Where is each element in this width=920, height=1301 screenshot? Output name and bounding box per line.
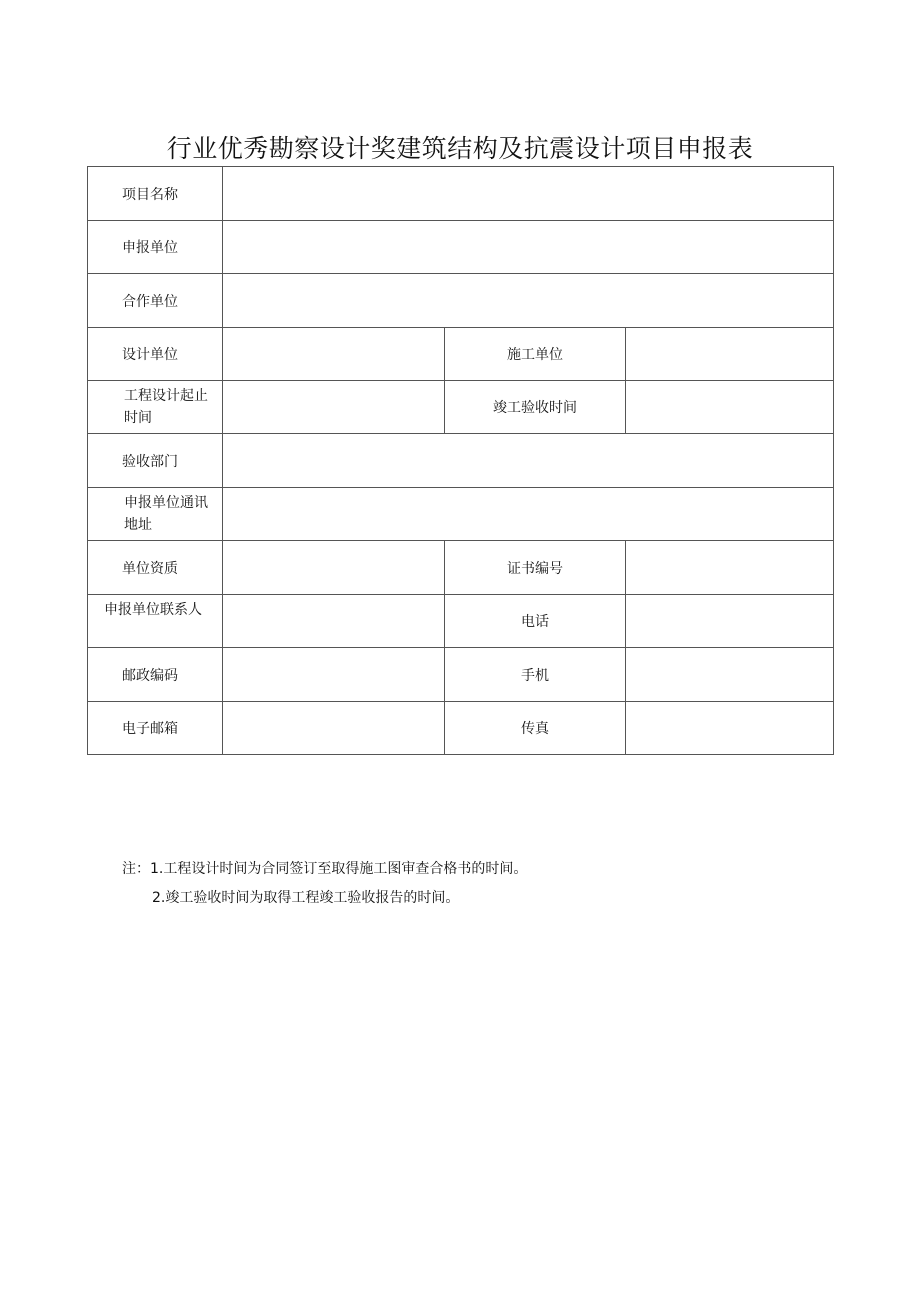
acceptance-dept-field[interactable] xyxy=(223,434,834,488)
row-design-unit xyxy=(88,328,834,381)
fax-field[interactable] xyxy=(626,702,834,755)
row-acceptance-dept xyxy=(88,434,834,488)
partner-unit-label: 合作单位 xyxy=(88,274,223,328)
row-design-period xyxy=(88,381,834,434)
applicant-unit-field[interactable] xyxy=(223,221,834,274)
application-form-table xyxy=(87,166,834,755)
project-name-label: 项目名称 xyxy=(88,167,223,221)
phone-field[interactable] xyxy=(626,595,834,648)
certificate-no-label: 证书编号 xyxy=(445,541,626,595)
row-partner-unit xyxy=(88,274,834,328)
notes xyxy=(122,855,527,913)
acceptance-time-field[interactable] xyxy=(626,381,834,434)
mobile-label: 手机 xyxy=(445,648,626,702)
note-line-2: 2.竣工验收时间为取得工程竣工验收报告的时间。 xyxy=(152,890,460,906)
contact-person-label: 申报单位联系人 xyxy=(88,595,223,648)
row-contact-person xyxy=(88,595,834,648)
note-line-1: 注：1.工程设计时间为合同签订至取得施工图审查合格书的时间。 xyxy=(122,861,528,877)
email-label: 电子邮箱 xyxy=(88,702,223,755)
phone-label: 电话 xyxy=(445,595,626,648)
mobile-field[interactable] xyxy=(626,648,834,702)
fax-label: 传真 xyxy=(445,702,626,755)
applicant-address-label: 申报单位通讯地址 xyxy=(88,488,223,541)
construction-unit-field[interactable] xyxy=(626,328,834,381)
qualification-field[interactable] xyxy=(223,541,445,595)
design-period-label: 工程设计起止时间 xyxy=(88,381,223,434)
partner-unit-field[interactable] xyxy=(223,274,834,328)
acceptance-time-label: 竣工验收时间 xyxy=(445,381,626,434)
design-period-field[interactable] xyxy=(223,381,445,434)
postal-code-field[interactable] xyxy=(223,648,445,702)
row-email xyxy=(88,702,834,755)
row-project-name xyxy=(88,167,834,221)
qualification-label: 单位资质 xyxy=(88,541,223,595)
row-qualification xyxy=(88,541,834,595)
email-field[interactable] xyxy=(223,702,445,755)
contact-person-field[interactable] xyxy=(223,595,445,648)
applicant-unit-label: 申报单位 xyxy=(88,221,223,274)
postal-code-label: 邮政编码 xyxy=(88,648,223,702)
certificate-no-field[interactable] xyxy=(626,541,834,595)
row-applicant-unit xyxy=(88,221,834,274)
design-unit-field[interactable] xyxy=(223,328,445,381)
page-title: 行业优秀勘察设计奖建筑结构及抗震设计项目申报表 xyxy=(166,134,754,163)
acceptance-dept-label: 验收部门 xyxy=(88,434,223,488)
design-unit-label: 设计单位 xyxy=(88,328,223,381)
construction-unit-label: 施工单位 xyxy=(445,328,626,381)
row-postal-code xyxy=(88,648,834,702)
project-name-field[interactable] xyxy=(223,167,834,221)
row-applicant-address xyxy=(88,488,834,541)
applicant-address-field[interactable] xyxy=(223,488,834,541)
